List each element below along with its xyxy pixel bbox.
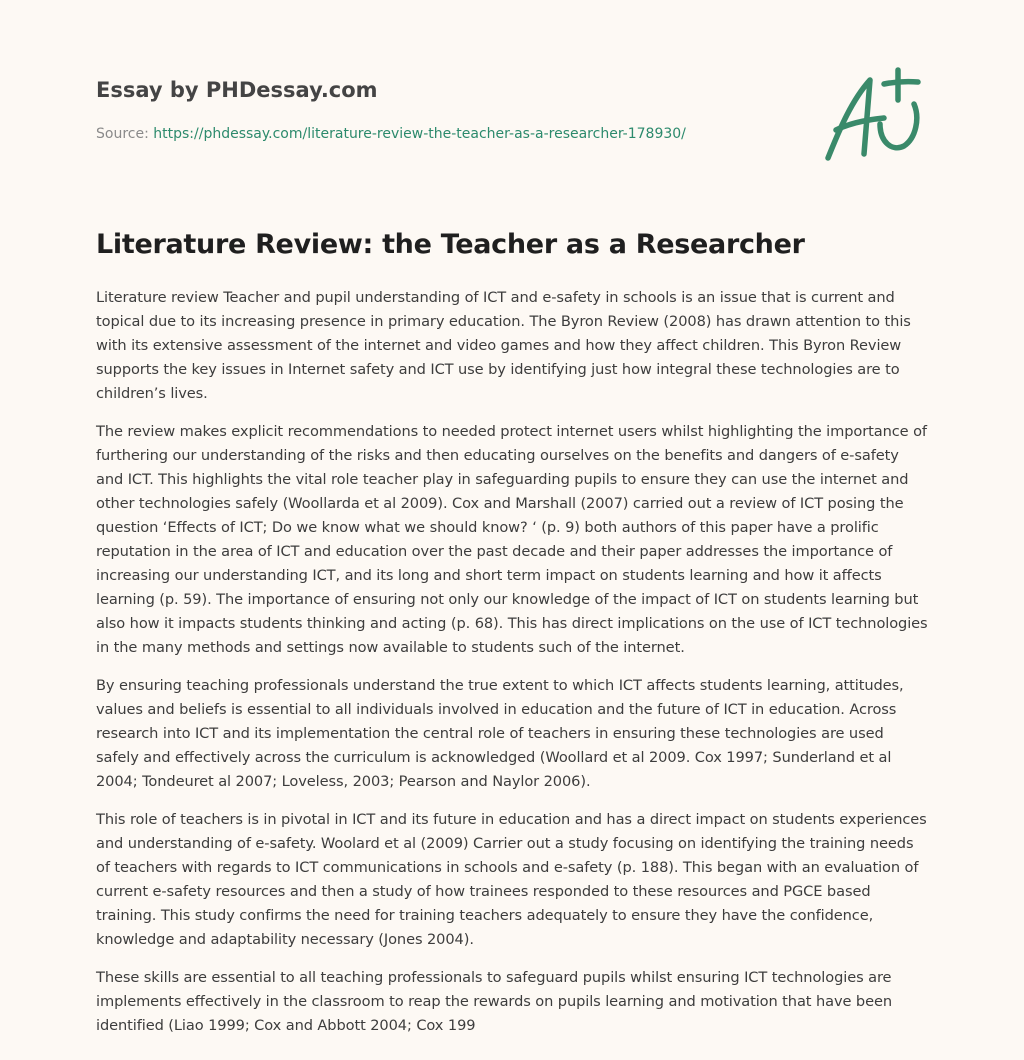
essay-paragraph-1: Literature review Teacher and pupil understanding of ICT and e-safety in schools is an issue that is current and topical due to its increasing presence in primary education. The Byron Review (2008) has drawn attention to this with its extensive assessment of the internet and video games and how they affect children. This Byron Review supports the key issues in Internet safety and ICT use by identifying just how integral these technologies are to children’s lives. xyxy=(96,289,911,402)
essay-paragraph-5: These skills are essential to all teaching professionals to safeguard pupils whilst ensuring ICT technologies are implements effectively in the classroom to reap the rewards on pupils learning and motivation that have been identified (Liao 1999; Cox and Abbott 2004; Cox 199 xyxy=(96,969,892,1034)
essay-content xyxy=(96,226,928,1052)
a-plus-logo-icon xyxy=(818,66,930,166)
source-link[interactable]: https://phdessay.com/literature-review-the-teacher-as-a-researcher-178930/ xyxy=(153,126,686,142)
essay-paragraph-4: This role of teachers is in pivotal in ICT and its future in education and has a direct impact on students experiences and understanding of e-safety. Woolard et al (2009) Carrier out a study focusing on identifying the training needs of teachers with regards to ICT communications in schools and e-safety (p. 188). This began with an evaluation of current e-safety resources and then a study of how trainees responded to these resources and PGCE based training. This study confirms the need for training teachers adequately to ensure they have the confidence, knowledge and adaptability necessary (Jones 2004). xyxy=(96,811,927,948)
source-label: Source: xyxy=(96,126,154,142)
essay-title: Literature Review: the Teacher as a Researcher xyxy=(96,229,805,260)
essay-paragraph-2: The review makes explicit recommendations to needed protect internet users whilst highlighting the importance of furthering our understanding of the risks and then educating ourselves on the benefits and dangers of e-safety and ICT. This highlights the vital role teacher play in safeguarding pupils to ensure they can use the internet and other technologies safely (Woollarda et al 2009). Cox and Marshall (2007) carried out a review of ICT posing the question ‘Effects of ICT; Do we know what we should know? ‘ (p. 9) both authors of this paper have a prolific reputation in the area of ICT and education over the past decade and their paper addresses the importance of increasing our understanding ICT, and its long and short term impact on students learning and how it affects learning (p. 59). The importance of ensuring not only our knowledge of the impact of ICT on students learning but also how it impacts students thinking and acting (p. 68). This has direct implications on the use of ICT technologies in the many methods and settings now available to students such of the internet. xyxy=(96,423,928,656)
essay-paragraph-3: By ensuring teaching professionals understand the true extent to which ICT affects students learning, attitudes, values and beliefs is essential to all individuals involved in education and the future of ICT in education. Across research into ICT and its implementation the central role of teachers in ensuring these technologies are used safely and effectively across the curriculum is acknowledged (Woollard et al 2009. Cox 1997; Sunderland et al 2004; Tondeuret al 2007; Loveless, 2003; Pearson and Naylor 2006). xyxy=(96,677,904,790)
source-line xyxy=(96,124,796,144)
a-plus-logo-graphic xyxy=(818,66,930,166)
page-header xyxy=(96,76,796,144)
site-title: Essay by PHDessay.com xyxy=(96,78,378,102)
